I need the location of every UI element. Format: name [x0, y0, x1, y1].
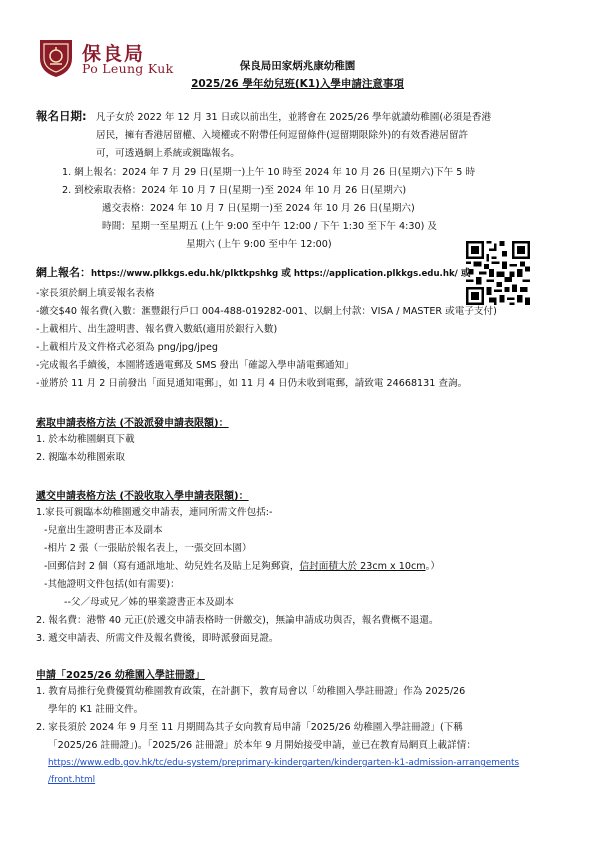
logo-english-name: Po Leung Kuk: [82, 61, 174, 76]
eligibility-label: 報名日期:: [36, 109, 87, 123]
date-item: 遞交表格：2024 年 10 月 7 日(星期一)至 2024 年 10 月 26 日(星期六): [102, 203, 415, 214]
obtain-item: 2. 親臨本幼稚園索取: [36, 452, 125, 463]
register-line: 學年的 K1 註冊文件。: [48, 704, 144, 715]
online-item: -繳交$40 報名費(入數：滙豐銀行戶口 004-488-019282-001、以網上付款：VISA / MASTER 或電子支付): [36, 306, 497, 317]
or-text: 或: [281, 268, 291, 279]
submit-item: 2. 報名費：港幣 40 元正(於遞交申請表格時一併繳交)，無論申請成功與否，報名費概不退還。: [36, 615, 439, 626]
edb-link-line: [48, 757, 519, 770]
online-item: -完成報名手續後，本園將透過電郵及 SMS 發出「確認入學申請電郵通知」: [36, 360, 354, 371]
edb-link-line: [48, 774, 95, 787]
online-item: -上載相片及文件格式必須為 png/jpg/jpeg: [36, 342, 218, 353]
online-item: -上載相片、出生證明書、報名費入數紙(適用於銀行入數): [36, 324, 278, 335]
edb-link-continued[interactable]: /front.html: [48, 775, 96, 785]
submit-item: 3. 遞交申請表、所需文件及報名費後，即時派發面見證。: [36, 633, 279, 644]
online-url-1[interactable]: https://www.plkkgs.edu.hk/plktkpshkg: [91, 269, 279, 279]
required-doc: -兒童出生證明書正本及副本: [44, 525, 163, 536]
online-label: 網上報名：: [36, 266, 91, 279]
submit-form-heading: 遞交申請表格方法 (不設收取入學申請表限額)：: [36, 491, 249, 502]
online-item: -家長須於網上填妥報名表格: [36, 288, 155, 299]
required-doc: -回郵信封 2 個（寫有通訊地址、幼兒姓名及貼上足夠郵資，: [44, 561, 300, 572]
school-title: 保良局田家炳兆康幼稚園: [239, 60, 356, 72]
logo-chinese-name: 保良局: [82, 43, 146, 65]
envelope-size: 信封面積大於 23cm x 10cm: [299, 561, 426, 572]
register-line: 1. 教育局推行免費優質幼稚園教育政策，在計劃下，教育局會以「幼稚園入學註冊證」作為 2025/26: [36, 686, 466, 697]
envelope-end: 。）: [425, 561, 440, 572]
online-item: -並將於 11 月 2 日前發出「面見通知電郵」，如 11 月 4 日仍未收到電郵，請致電 24668131 查詢。: [36, 378, 468, 389]
online-url-2[interactable]: https://application.plkkgs.edu.hk/: [293, 269, 458, 279]
eligibility-line: 凡子女於 2022 年 12 月 31 日或以前出生，並將會在 2025/26 學年就讀幼稚園(必須是香港: [96, 112, 492, 123]
required-doc: -其他證明文件包括(如有需要)：: [44, 579, 180, 590]
date-item: 星期六 (上午 9:00 至中午 12:00): [186, 239, 332, 250]
notice-title: 2025/26 學年幼兒班(K1)入學申請注意事項: [191, 78, 404, 90]
required-doc: -相片 2 張（一張貼於報名表上，一張交回本園）: [44, 543, 252, 554]
obtain-form-heading: 索取申請表格方法 (不設派發申請表限額)：: [36, 418, 229, 429]
submit-line: 1.家長可親臨本幼稚園遞交申請表，連同所需文件包括:-: [36, 507, 273, 518]
register-line: 2. 家長須於 2024 年 9 月至 11 月期間為其子女向教育局申請「2025/26 幼稚園入學註冊證」(下稱: [36, 722, 463, 733]
required-doc-envelope: [44, 560, 440, 573]
date-item: 時間：星期一至星期五 (上午 9:00 至中午 12:00 / 下午 1:30 至下午 4:30) 及: [102, 221, 437, 232]
or-text: 或: [460, 268, 471, 279]
register-line: 「2025/26 註冊證」)。「2025/26 註冊證」於本年 9 月開始接受申請，並已在教育局網頁上載詳情：: [48, 740, 476, 751]
edb-link[interactable]: https://www.edb.gov.hk/tc/edu-system/preprimary-kindergarten/kindergarten-k1-admission-arrangements: [48, 758, 520, 768]
date-item: 2. 到校索取表格：2024 年 10 月 7 日(星期一)至 2024 年 10 月 26 日(星期六): [62, 185, 407, 196]
required-doc: --父／母或兄／姊的畢業證書正本及副本: [64, 597, 235, 608]
online-registration-line: [36, 266, 470, 281]
qr-code-icon[interactable]: [466, 241, 530, 305]
obtain-item: 1. 於本幼稚園網頁下載: [36, 434, 135, 445]
registration-certificate-heading: 申請「2025/26 幼稚園入學註冊證」: [36, 670, 205, 681]
date-item: 1. 網上報名：2024 年 7 月 29 日(星期一)上午 10 時至 2024 年 10 月 26 日(星期六)下午 5 時: [62, 167, 476, 178]
eligibility-line: 可，可透過網上系統或親臨報名。: [96, 148, 240, 159]
eligibility-line: 居民，擁有香港居留權、入境權或不附帶任何逗留條件(逗留期限除外)的有效香港居留許: [96, 130, 469, 141]
